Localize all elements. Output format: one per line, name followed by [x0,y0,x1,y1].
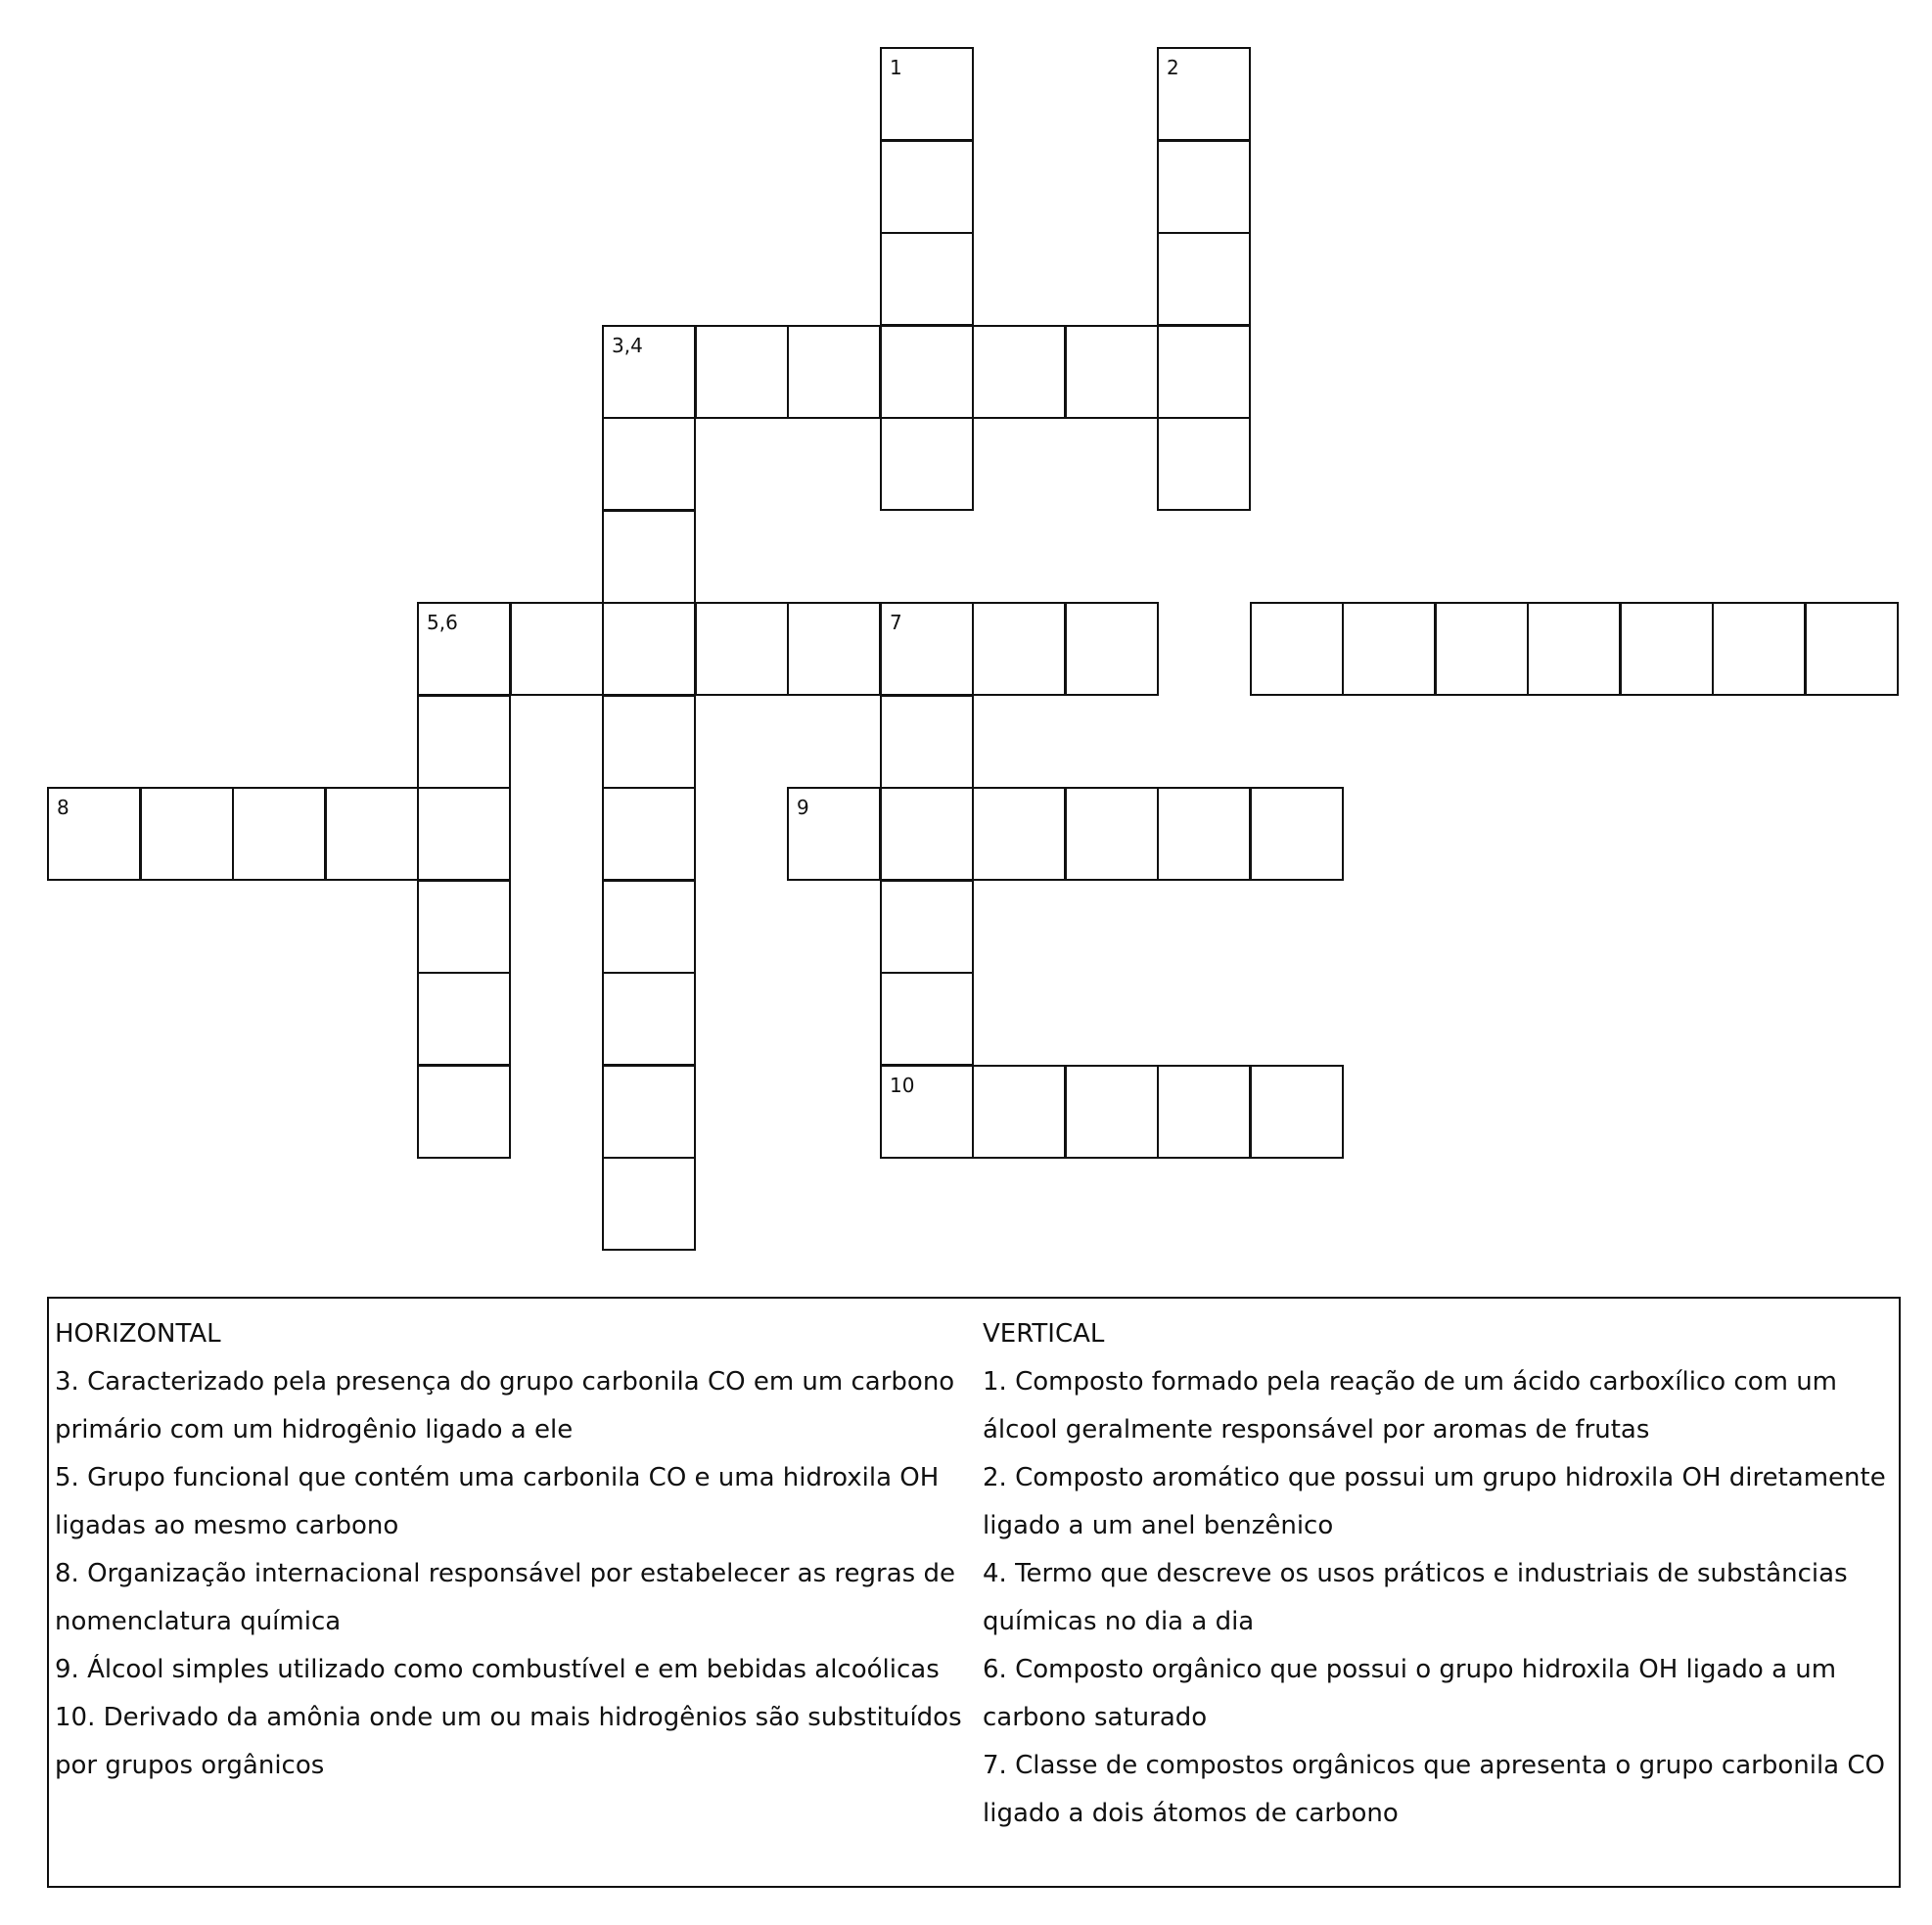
clue-vertical-4: 4. Termo que descreve os usos práticos e industriais de substâncias químicas no dia a dia [983,1559,1848,1636]
grid-cell[interactable] [602,417,696,511]
grid-cell[interactable] [880,972,974,1066]
grid-cell[interactable] [880,880,974,974]
grid-cell[interactable] [1250,787,1344,881]
grid-cell[interactable] [1065,325,1159,419]
grid-cell[interactable] [47,787,141,881]
grid-cell[interactable] [1620,602,1714,696]
clue-horizontal-3: 3. Caracterizado pela presença do grupo carbonila CO em um carbono primário com um hidrogênio ligado a ele [55,1367,955,1444]
grid-cell[interactable] [1157,325,1251,419]
grid-cell[interactable] [417,972,511,1066]
grid-cell[interactable] [602,695,696,789]
clue-vertical-2: 2. Composto aromático que possui um grupo hidroxila OH diretamente ligado a um anel benzênico [983,1463,1886,1540]
grid-cell[interactable] [880,232,974,326]
grid-cell[interactable] [1065,787,1159,881]
grid-cell[interactable] [140,787,234,881]
grid-cell[interactable] [1250,1065,1344,1159]
grid-cell[interactable] [1527,602,1621,696]
grid-cell[interactable] [880,695,974,789]
clue-number: 5,6 [427,611,458,634]
grid-cell[interactable] [1805,602,1899,696]
grid-cell[interactable] [1250,602,1344,696]
grid-cell[interactable] [510,602,604,696]
grid-cell[interactable] [602,1065,696,1159]
grid-cell[interactable] [880,325,974,419]
grid-cell[interactable] [417,1065,511,1159]
clue-number: 3,4 [612,334,643,357]
grid-cell[interactable] [1435,602,1529,696]
clue-number: 9 [797,796,809,819]
grid-cell[interactable] [880,1065,974,1159]
grid-cell[interactable] [880,787,974,881]
grid-cell[interactable] [972,1065,1066,1159]
grid-cell[interactable] [602,1157,696,1251]
grid-cell[interactable] [602,787,696,881]
clue-vertical-6: 6. Composto orgânico que possui o grupo hidroxila OH ligado a um carbono saturado [983,1655,1837,1732]
grid-cell[interactable] [1065,1065,1159,1159]
grid-cell[interactable] [972,787,1066,881]
clue-number: 2 [1167,56,1179,79]
grid-cell[interactable] [695,325,789,419]
clue-number: 10 [890,1074,915,1097]
grid-cell[interactable] [972,325,1066,419]
clue-horizontal-10: 10. Derivado da amônia onde um ou mais hidrogênios são substituídos por grupos orgânicos [55,1703,962,1780]
grid-cell[interactable] [1712,602,1806,696]
clue-horizontal-9: 9. Álcool simples utilizado como combustível e em bebidas alcoólicas [55,1655,940,1684]
clues-panel [47,1297,1901,1888]
grid-cell[interactable] [1157,47,1251,141]
grid-cell[interactable] [880,602,974,696]
grid-cell[interactable] [787,787,881,881]
grid-cell[interactable] [1157,1065,1251,1159]
grid-cell[interactable] [602,602,696,696]
clue-number: 7 [890,611,902,634]
grid-cell[interactable] [417,880,511,974]
grid-cell[interactable] [695,602,789,696]
grid-cell[interactable] [602,325,696,419]
grid-cell[interactable] [880,140,974,234]
grid-cell[interactable] [1065,602,1159,696]
grid-cell[interactable] [787,325,881,419]
grid-cell[interactable] [1157,417,1251,511]
clue-number: 1 [890,56,902,79]
horizontal-clues [55,1310,980,1790]
grid-cell[interactable] [1157,140,1251,234]
grid-cell[interactable] [417,787,511,881]
grid-cell[interactable] [880,47,974,141]
clue-vertical-1: 1. Composto formado pela reação de um ácido carboxílico com um álcool geralmente responsável por aromas de frutas [983,1367,1837,1444]
clue-vertical-7: 7. Classe de compostos orgânicos que apresenta o grupo carbonila CO ligado a dois átomos de carbono [983,1751,1885,1828]
grid-cell[interactable] [232,787,326,881]
grid-cell[interactable] [417,602,511,696]
grid-cell[interactable] [1157,787,1251,881]
grid-cell[interactable] [787,602,881,696]
horizontal-heading: HORIZONTAL [55,1319,221,1349]
grid-cell[interactable] [880,417,974,511]
grid-cell[interactable] [417,695,511,789]
grid-cell[interactable] [602,510,696,604]
grid-cell[interactable] [325,787,419,881]
grid-cell[interactable] [1342,602,1436,696]
grid-cell[interactable] [602,880,696,974]
clue-number: 8 [57,796,69,819]
grid-cell[interactable] [1157,232,1251,326]
grid-cell[interactable] [972,602,1066,696]
clue-horizontal-5: 5. Grupo funcional que contém uma carbonila CO e uma hidroxila OH ligadas ao mesmo carbono [55,1463,940,1540]
vertical-clues [983,1310,1893,1838]
grid-cell[interactable] [602,972,696,1066]
vertical-heading: VERTICAL [983,1319,1105,1349]
clue-horizontal-8: 8. Organização internacional responsável por estabelecer as regras de nomenclatura química [55,1559,955,1636]
